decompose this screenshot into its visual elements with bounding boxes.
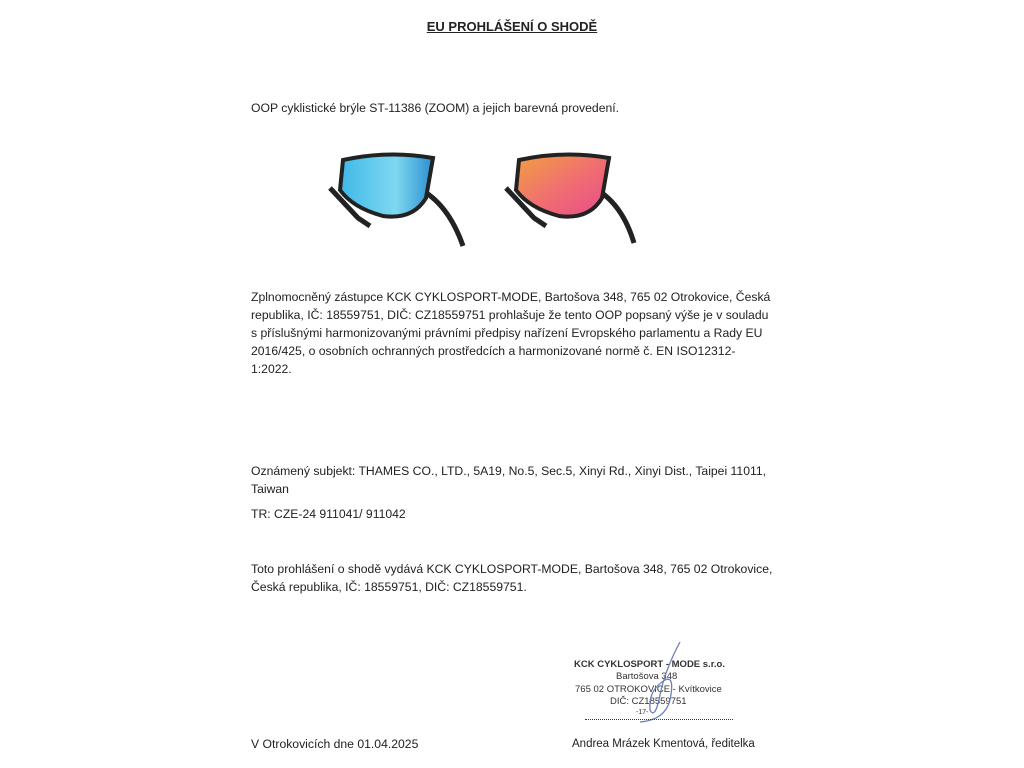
stamp-line: Bartošova 348 <box>616 671 678 682</box>
stamp-line: -17- <box>636 709 649 716</box>
text-line: 2016/425, o osobních ochranných prostředcích a harmonizované normě č. EN ISO12312- <box>251 344 736 358</box>
signature-image <box>620 640 690 725</box>
stamp-line: KCK CYKLOSPORT - MODE s.r.o. <box>574 659 725 670</box>
text-line: republika, IČ: 18559751, DIČ: CZ18559751 prohlašuje že tento OOP popsaný výše je v souladu <box>251 308 769 322</box>
product-line: OOP cyklistické brýle ST-11386 (ZOOM) a jejich barevná provedení. <box>251 101 620 115</box>
signature-dotted-line <box>585 719 733 720</box>
stamp-line: 765 02 OTROKOVICE - Kvítkovice <box>575 684 722 695</box>
test-report-line: TR: CZE-24 911041/ 911042 <box>251 507 406 521</box>
text-line: Toto prohlášení o shodě vydává KCK CYKLOSPORT-MODE, Bartošova 348, 765 02 Otrokovice, <box>251 562 773 576</box>
signatory-name: Andrea Mrázek Kmentová, ředitelka <box>572 738 755 750</box>
document-title: EU PROHLÁŠENÍ O SHODĚ <box>426 19 598 34</box>
stamp-line: DIČ: CZ18559751 <box>610 696 687 707</box>
glasses-blue-image <box>318 148 470 250</box>
glasses-red-image <box>494 148 644 250</box>
text-line: Taiwan <box>251 482 289 496</box>
text-line: Česká republika, IČ: 18559751, DIČ: CZ18559751. <box>251 580 527 594</box>
text-line: Oznámený subjekt: THAMES CO., LTD., 5A19, No.5, Sec.5, Xinyi Rd., Xinyi Dist., Taipei 11011, <box>251 464 767 478</box>
text-line: Zplnomocněný zástupce KCK CYKLOSPORT-MODE, Bartošova 348, 765 02 Otrokovice, Česká <box>251 290 771 304</box>
text-line: 1:2022. <box>251 362 292 376</box>
text-line: s příslušnými harmonizovanými právními předpisy nařízení Evropského parlamentu a Rady EU <box>251 326 763 340</box>
place-and-date: V Otrokovicích dne 01.04.2025 <box>251 737 419 751</box>
